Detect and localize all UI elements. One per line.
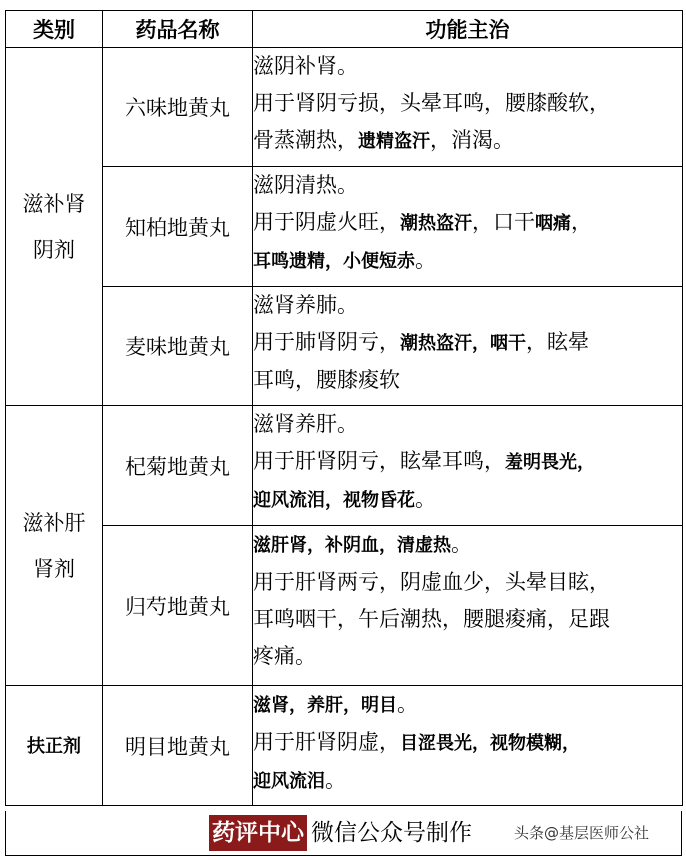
category-cell xyxy=(6,406,103,686)
function-line: 耳鸣，腰膝痠软 xyxy=(253,368,400,392)
table-row xyxy=(6,526,683,686)
function-emphasis: 迎风流泪 xyxy=(253,771,325,792)
header-category: 类别 xyxy=(6,11,103,48)
function-text: 用于阴虚火旺， xyxy=(253,210,400,234)
function-line xyxy=(253,481,682,519)
function-line xyxy=(253,242,682,280)
drug-name: 归芍地黄丸 xyxy=(103,526,253,686)
header-function: 功能主治 xyxy=(253,11,683,48)
function-line xyxy=(253,122,682,160)
function-line xyxy=(253,724,682,762)
drug-name: 麦味地黄丸 xyxy=(103,287,253,406)
function-emphasis: 遗精盗汗 xyxy=(358,131,430,152)
category-cell xyxy=(6,48,103,406)
function-emphasis: 潮热盗汗 xyxy=(400,213,472,234)
function-emphasis: 羞明畏光， xyxy=(505,452,595,473)
function-line xyxy=(253,762,682,800)
brand-label: 药评中心 xyxy=(209,815,307,851)
function-text: ， xyxy=(571,210,592,234)
function-text: 用于肝肾阴虚， xyxy=(253,730,400,754)
watermark: 头条@基层医师公社 xyxy=(514,824,650,842)
table-row xyxy=(6,167,683,287)
function-line: 滋阴补肾。 xyxy=(253,54,358,78)
function-text: 。 xyxy=(451,532,472,556)
function-text: 。 xyxy=(415,487,436,511)
function-emphasis: 耳鸣遗精，小便短赤 xyxy=(253,251,415,272)
function-text: 。 xyxy=(397,692,418,716)
function-text: 。 xyxy=(325,768,346,792)
function-cell xyxy=(253,406,683,526)
function-cell xyxy=(253,526,683,686)
function-cell xyxy=(253,167,683,287)
function-cell xyxy=(253,48,683,167)
category-label: 扶正剂 xyxy=(27,735,81,757)
table-row xyxy=(6,406,683,526)
category-label: 滋补肾 xyxy=(22,191,86,216)
function-line xyxy=(253,443,682,481)
header-row xyxy=(6,11,683,48)
function-line xyxy=(253,526,682,564)
function-text: ，消渴。 xyxy=(430,128,514,152)
function-line: 用于肾阴亏损，头晕耳鸣，腰膝酸软， xyxy=(253,91,610,115)
function-text: ，眩晕 xyxy=(526,330,589,354)
function-emphasis: 迎风流泪，视物昏花 xyxy=(253,490,415,511)
function-line: 用于肝肾两亏，阴虚血少，头晕目眩， xyxy=(253,570,610,594)
function-emphasis: 目涩畏光，视物模糊， xyxy=(400,733,580,754)
category-label: 肾剂 xyxy=(33,556,75,581)
table-row xyxy=(6,48,683,167)
header-drug: 药品名称 xyxy=(103,11,253,48)
function-text: 骨蒸潮热， xyxy=(253,128,358,152)
drug-name: 知柏地黄丸 xyxy=(103,167,253,287)
function-line: 疼痛。 xyxy=(253,644,316,668)
function-emphasis: 滋肾，养肝，明目 xyxy=(253,695,397,716)
function-emphasis: 潮热盗汗，咽干 xyxy=(400,333,526,354)
function-line xyxy=(253,324,682,362)
footer-row xyxy=(5,811,682,856)
function-emphasis: 咽痛 xyxy=(535,213,571,234)
function-emphasis: 滋肝肾，补阴血，清虚热 xyxy=(253,535,451,556)
brand-suffix: 微信公众号制作 xyxy=(311,820,472,846)
function-line xyxy=(253,204,682,242)
function-cell xyxy=(253,287,683,406)
category-label: 滋补肝 xyxy=(22,510,86,535)
function-text: 用于肝肾阴亏，眩晕耳鸣， xyxy=(253,449,505,473)
table-row xyxy=(6,287,683,406)
function-line: 耳鸣咽干，午后潮热，腰腿痠痛，足跟 xyxy=(253,607,610,631)
function-cell xyxy=(253,686,683,806)
drug-name: 明目地黄丸 xyxy=(103,686,253,806)
function-text: 。 xyxy=(415,248,436,272)
drug-name: 杞菊地黄丸 xyxy=(103,406,253,526)
function-line: 滋阴清热。 xyxy=(253,173,358,197)
category-label: 阴剂 xyxy=(33,237,75,262)
category-cell xyxy=(6,686,103,806)
herbal-formula-table xyxy=(5,10,683,806)
function-text: 用于肺肾阴亏， xyxy=(253,330,400,354)
table-row xyxy=(6,686,683,806)
function-line xyxy=(253,686,682,724)
function-line: 滋肾养肺。 xyxy=(253,293,358,317)
function-line: 滋肾养肝。 xyxy=(253,412,358,436)
drug-name: 六味地黄丸 xyxy=(103,48,253,167)
function-text: ，口干 xyxy=(472,210,535,234)
